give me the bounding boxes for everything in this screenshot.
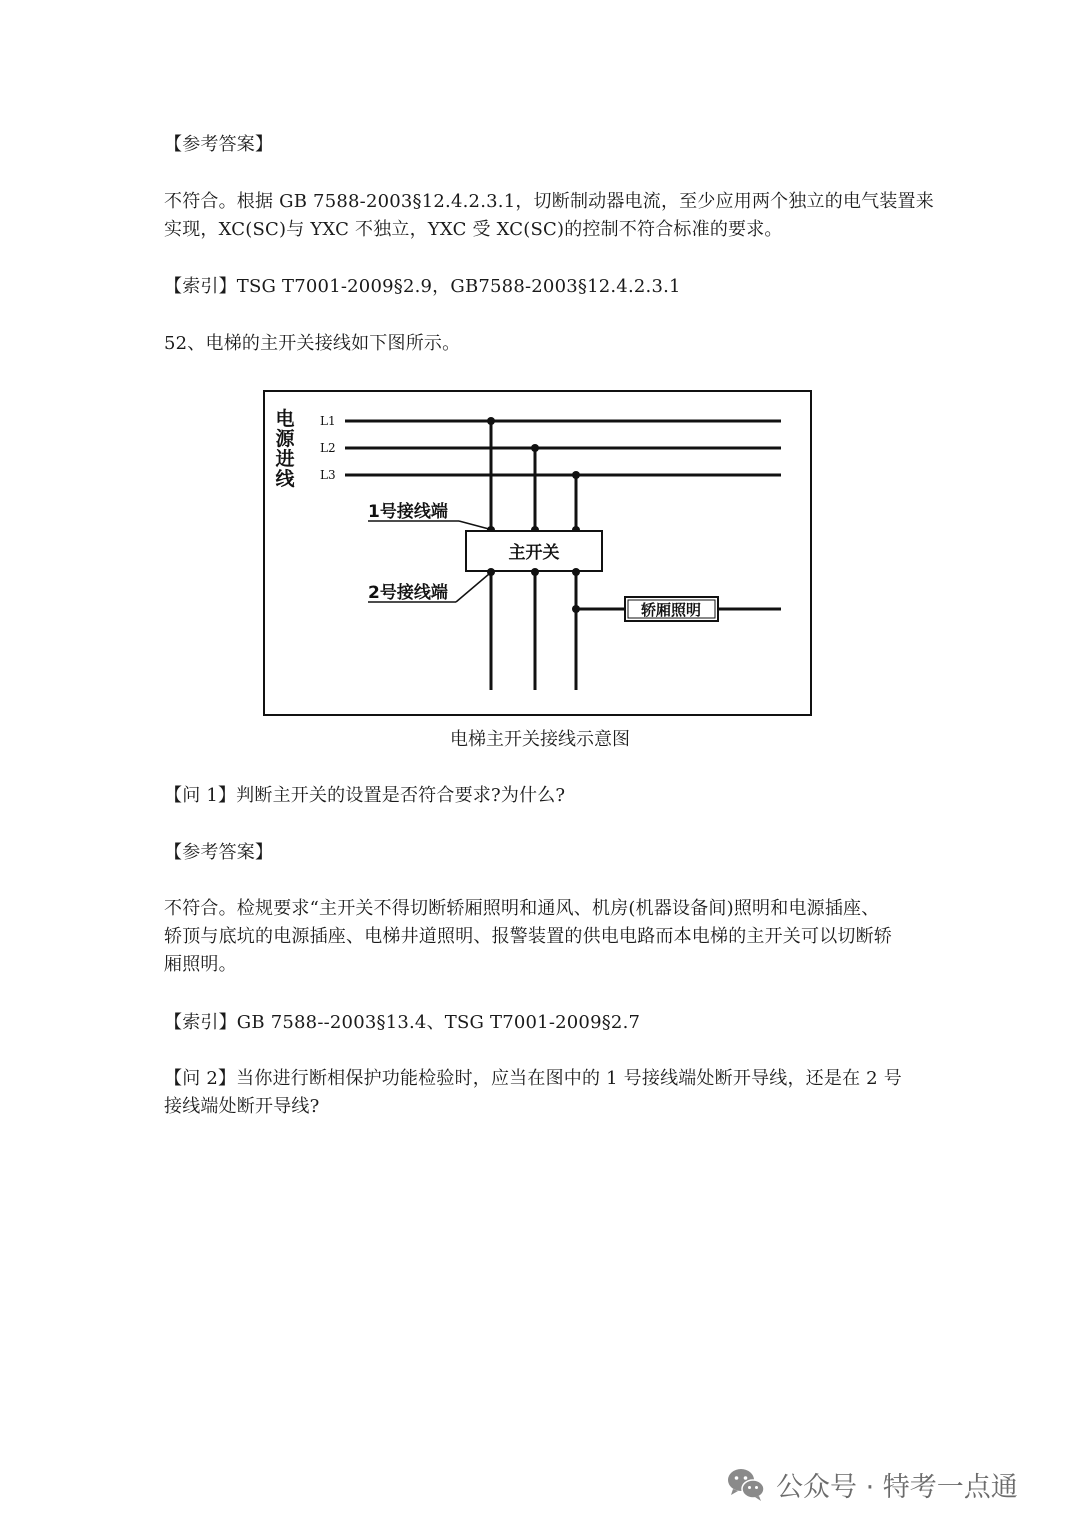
answer-text-2b: 轿顶与底坑的电源插座、电梯井道照明、报警装置的供电电路而本电梯的主开关可以切断轿 xyxy=(164,926,892,947)
power-label-char-4: 线 xyxy=(275,468,295,490)
power-label-char-2: 源 xyxy=(275,428,295,450)
index-line-1: 【索引】TSG T7001-2009§2.9，GB7588-2003§12.4.2.3.1 xyxy=(164,276,681,297)
terminal1-label: 1号接线端 xyxy=(368,502,448,522)
answer-text-2a: 不符合。检规要求“主开关不得切断轿厢照明和通风、机房(机器设备间)照明和电源插座、 xyxy=(164,898,880,919)
power-label-char-3: 进 xyxy=(275,448,295,470)
car-lighting-label: 轿厢照明 xyxy=(640,601,702,619)
question-2a: 【问 2】当你进行断相保护功能检验时，应当在图中的 1 号接线端处断开导线，还是在 2 号 xyxy=(164,1068,902,1089)
answer-text-1b: 实现，XC(SC)与 YXC 不独立，YXC 受 XC(SC)的控制不符合标准的要求。 xyxy=(164,219,783,240)
watermark-text: 公众号 · 特考一点通 xyxy=(776,1471,1018,1503)
question-52-title: 52、电梯的主开关接线如下图所示。 xyxy=(164,333,461,354)
diagram-caption: 电梯主开关接线示意图 xyxy=(450,729,630,750)
wechat-icon xyxy=(726,1464,766,1504)
answer-text-2c: 厢照明。 xyxy=(164,954,237,975)
phase-label-l2: L2 xyxy=(320,441,336,455)
phase-label-l1: L1 xyxy=(320,414,336,428)
index-line-2: 【索引】GB 7588--2003§13.4、TSG T7001-2009§2.7 xyxy=(164,1012,641,1033)
question-2b: 接线端处断开导线? xyxy=(164,1096,320,1117)
main-switch-wiring-diagram xyxy=(263,390,812,716)
question-1: 【问 1】判断主开关的设置是否符合要求?为什么? xyxy=(164,785,566,806)
phase-label-l3: L3 xyxy=(320,468,336,482)
answer-heading-1: 【参考答案】 xyxy=(164,134,274,155)
terminal2-label: 2号接线端 xyxy=(368,583,448,603)
power-label-char-1: 电 xyxy=(275,408,295,430)
answer-text-1a: 不符合。根据 GB 7588-2003§12.4.2.3.1，切断制动器电流，至少应用两个独立的电气装置来 xyxy=(164,191,934,212)
main-switch-label: 主开关 xyxy=(508,543,560,563)
watermark xyxy=(726,1462,1018,1506)
answer-heading-2: 【参考答案】 xyxy=(164,842,274,863)
